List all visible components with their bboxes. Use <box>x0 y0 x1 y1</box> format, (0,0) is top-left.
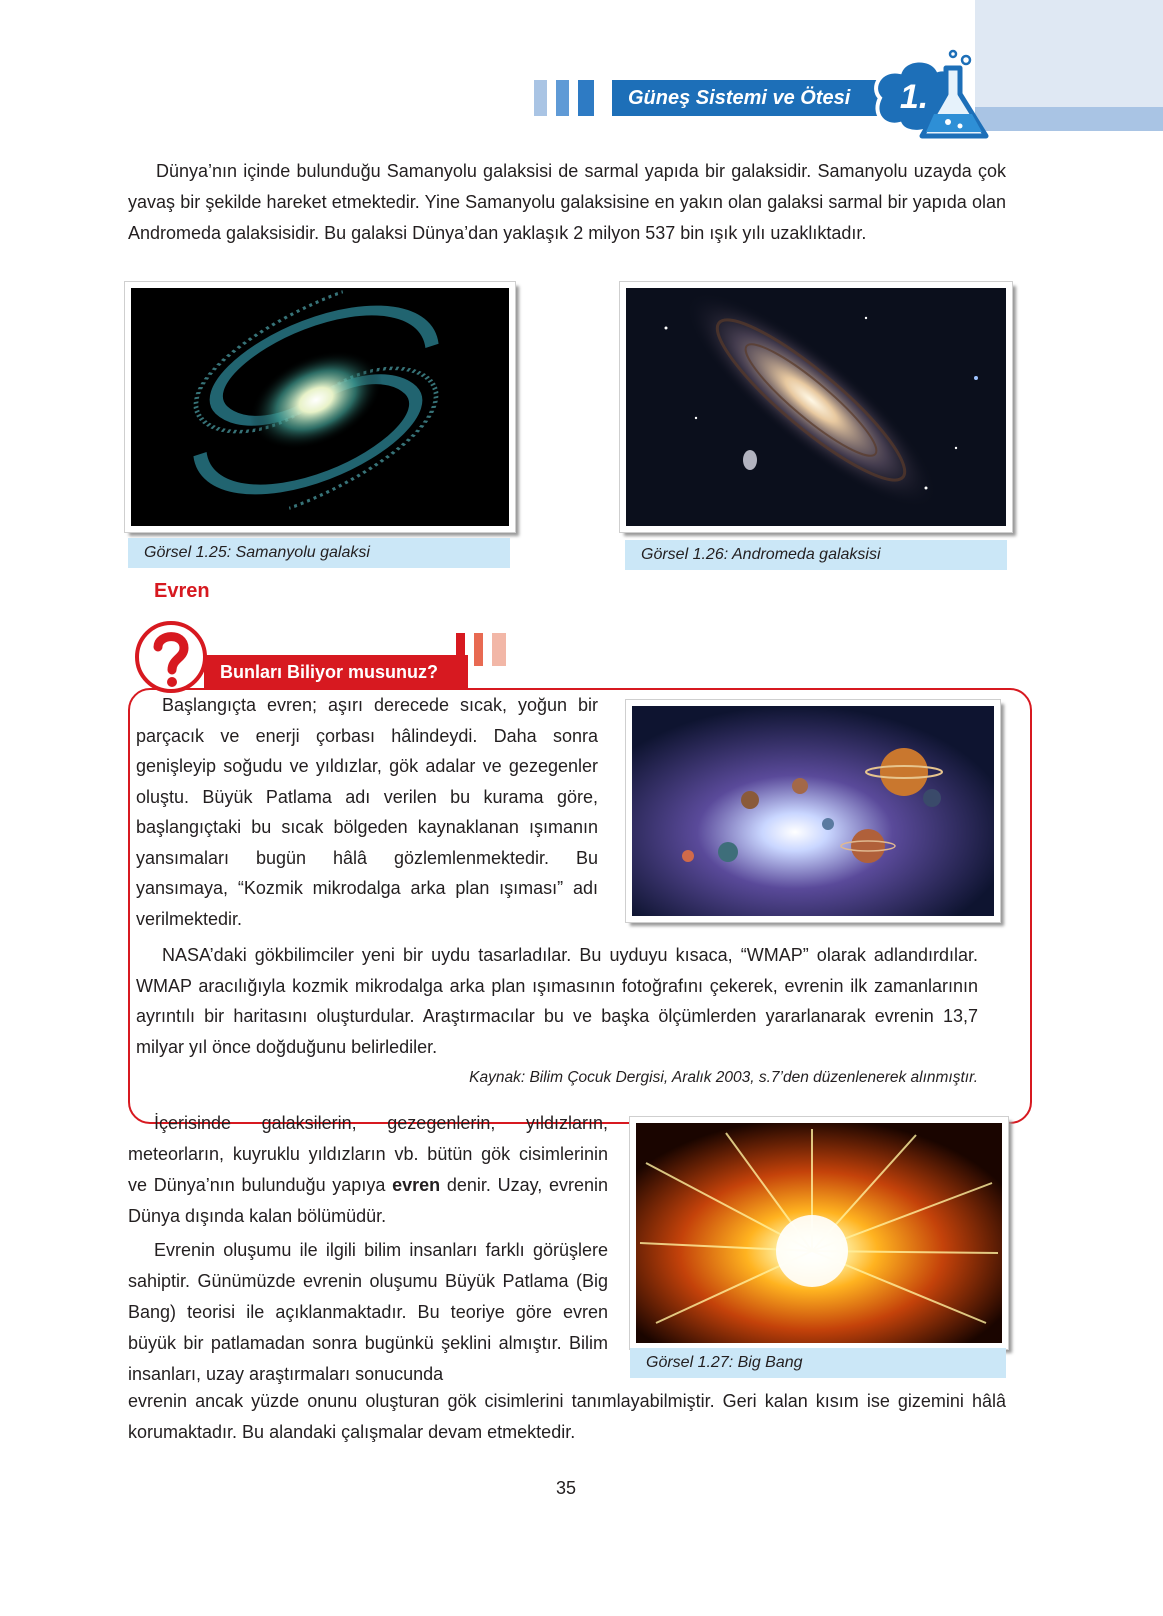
body-text: denir. Uzay, evrenin Dünya dışında kalan bölümüdür. <box>128 1175 609 1226</box>
milky-way-image <box>125 282 515 532</box>
body-paragraph-1 <box>128 1108 608 1232</box>
body-paragraph-2: Evrenin oluşumu ile ilgili bilim insanları farklı görüşlere sahiptir. Günümüzde evrenin oluşumu Büyük Patlama (Big Bang) teorisi ile açıklanmaktadır. Bu teoriye göre evren büyük bir patlamadan sonra bugünkü şeklini almıştır. Bilim insanları, uzay araştırmaları sonucunda <box>128 1240 608 1384</box>
page-number: 35 <box>555 1478 577 1498</box>
body-text: İçerisinde galaksilerin, gezegenlerin, yıldızların, meteorların, kuyruklu yıldızların vb. bütün gök cisimlerinin ve Dünya’nın bulunduğu yapıya <box>128 1113 608 1195</box>
big-bang-caption: Görsel 1.27: Big Bang <box>630 1348 1006 1378</box>
header-background-band <box>975 0 1163 112</box>
universe-planets-image <box>626 700 1000 922</box>
andromeda-caption: Görsel 1.26: Andromeda galaksisi <box>625 540 1007 570</box>
header-stripe <box>556 80 569 116</box>
header-stripe <box>534 80 547 116</box>
label-stripe <box>474 633 483 666</box>
label-stripe <box>456 633 465 666</box>
info-source: Kaynak: Bilim Çocuk Dergisi, Aralık 2003, s.7’den düzenlenerek alınmıştır. <box>469 1069 978 1086</box>
body-paragraph-2-continued: evrenin ancak yüzde onunu oluşturan gök cisimlerini tanımlayabilmiştir. Geri kalan kısım ise gizemini hâlâ korumaktadır. Bu alandaki çalışmalar devam etmektedir. <box>128 1391 1006 1442</box>
section-title-evren: Evren <box>154 580 210 602</box>
bold-term-evren: evren <box>392 1175 441 1195</box>
label-stripe <box>492 633 506 666</box>
milky-way-caption: Görsel 1.25: Samanyolu galaksi <box>128 538 510 568</box>
intro-paragraph: Dünya’nın içinde bulunduğu Samanyolu galaksisi de sarmal yapıda bir galaksidir. Samanyolu uzayda çok yavaş bir şekilde hareket etmektedir. Yine Samanyolu galaksisine en yakın olan galaksi sarmal bir yapıda olan Andromeda galaksisidir. Bu galaksi Dünya’dan yaklaşık 2 milyon 537 bin ışık yılı uzaklıktadır. <box>128 161 1006 243</box>
chapter-title: Güneş Sistemi ve Ötesi <box>612 80 897 116</box>
chapter-number: 1. <box>899 78 929 116</box>
header-stripe <box>578 80 594 116</box>
andromeda-image <box>620 282 1012 532</box>
info-paragraph-1: Başlangıçta evren; aşırı derecede sıcak, yoğun bir parçacık ve enerji çorbası hâlindeydi. Daha sonra genişleyip soğudu ve yıldızlar, gök adalar ve gezegenler oluştu. Büyük Patlama adı verilen bu kurama göre, başlangıçtaki bu sıcak bölgeden kaynaklanan ışımanın yansımaları bugün hâlâ gözlemlenmektedir. Bu yansımaya, “Kozmik mikrodalga arka plan ışıması” adı verilmektedir. <box>136 695 598 929</box>
info-paragraph-2: NASA’daki gökbilimciler yeni bir uydu tasarladılar. Bu uyduyu kısaca, “WMAP” olarak adlandırdılar. WMAP aracılığıyla kozmik mikrodalga arka plan ışımasının fotoğrafını çekerek, evrenin ilk zamanlarının ayrıntılı bir haritasını oluşturdular. Araştırmacılar bu ve başka ölçümlerden yararlanarak evrenin 13,7 milyar yıl önce doğduğunu belirlediler. <box>136 945 978 1057</box>
header-blue-bar <box>975 107 1163 131</box>
big-bang-image <box>630 1117 1008 1349</box>
question-mark-icon <box>132 618 210 696</box>
info-box-label: Bunları Biliyor musunuz? <box>204 655 468 690</box>
chapter-badge <box>860 48 1000 148</box>
